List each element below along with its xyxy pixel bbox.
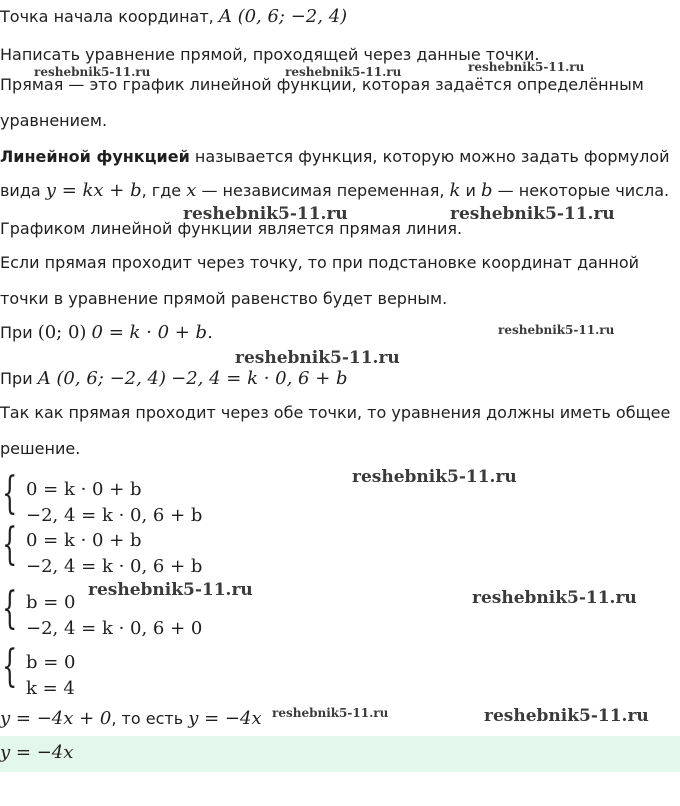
watermark: reshebnik5-11.ru [272,706,389,720]
definition-line-2: вида y = kx + b, где x — независимая переменная, k и b — некоторые числа. [0,180,670,201]
definition-term: Линейной функцией [0,147,190,166]
watermark: reshebnik5-11.ru [468,60,585,74]
watermark: reshebnik5-11.ru [183,204,348,224]
brace: { [2,641,18,692]
point-line-2: точки в уравнение прямой равенство будет верным. [0,289,448,308]
task-line: Написать уравнение прямой, проходящей через данные точки. [0,45,540,64]
point-line-1: Если прямая проходит через точку, то при подстановке координат данной [0,253,640,272]
answer-box [0,736,680,772]
watermark: reshebnik5-11.ru [285,65,402,79]
common-line-1: Так как прямая проходит через обе точки, то уравнения должны иметь общее [0,403,671,422]
watermark: reshebnik5-11.ru [34,65,151,79]
result-line: y = −4x + 0, то есть y = −4x [0,708,262,729]
watermark: reshebnik5-11.ru [352,467,517,487]
common-line-2: решение. [0,439,81,458]
definition-line-1: Линейной функцией называется функция, которую можно задать формулой [0,147,670,166]
watermark: reshebnik5-11.ru [484,706,649,726]
brace: { [2,519,18,570]
point-a-math: A (0, 6; −2, 4) [218,6,348,27]
graph-line: Графиком линейной функции является прямая линия. [0,219,463,238]
intro-line-1: Прямая — это график линейной функции, которая задаётся определённым [0,75,644,94]
origin-substitution: При (0; 0) 0 = k · 0 + b. [0,322,213,343]
brace: { [2,468,18,519]
watermark: reshebnik5-11.ru [235,348,400,368]
watermark: reshebnik5-11.ru [498,323,615,337]
watermark: reshebnik5-11.ru [88,580,253,600]
answer-formula: y = −4x [0,742,74,763]
point-a-substitution: При A (0, 6; −2, 4) −2, 4 = k · 0, 6 + b [0,368,348,389]
watermark: reshebnik5-11.ru [450,204,615,224]
watermark: reshebnik5-11.ru [472,588,637,608]
linear-formula: y = kx + b [45,180,142,201]
brace: { [2,583,18,634]
heading-line: Точка начала координат, A (0, 6; −2, 4) [0,6,348,27]
intro-line-2: уравнением. [0,111,108,130]
